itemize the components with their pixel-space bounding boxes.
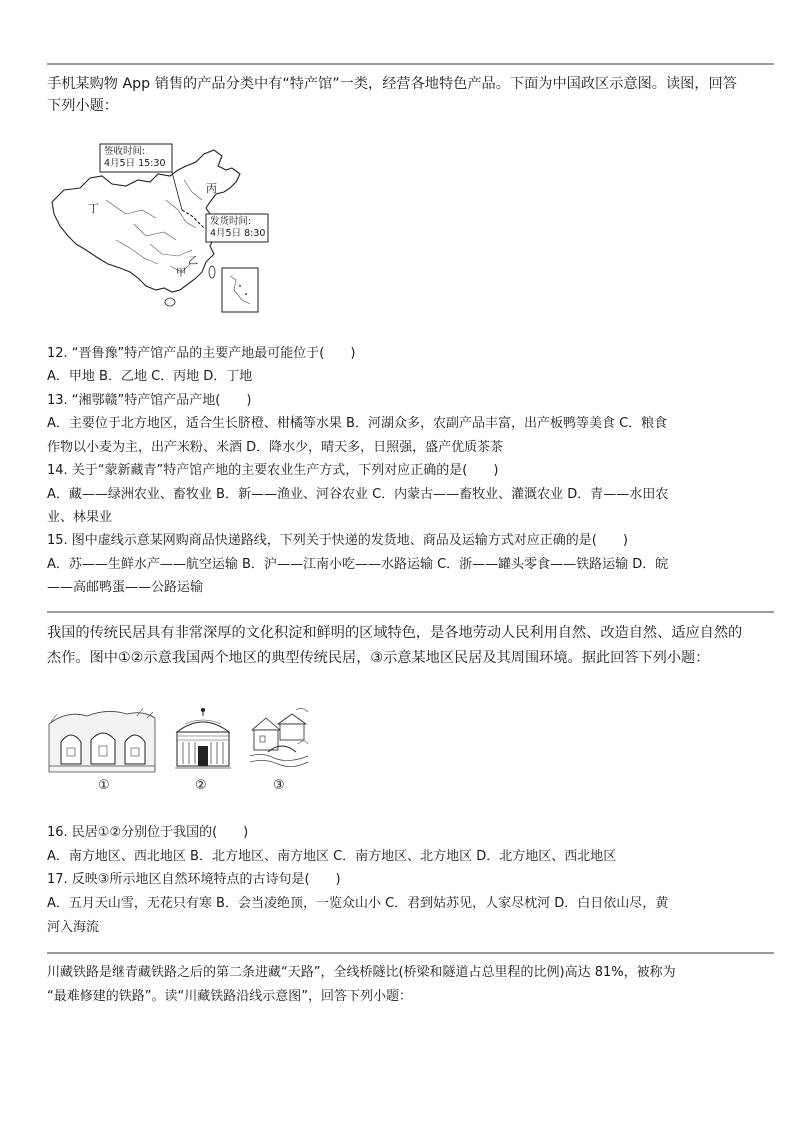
ship-time-value: 4月5日 8:30: [210, 228, 266, 239]
dwelling-1-image: [47, 704, 157, 774]
question-12-options: A．甲地 B．乙地 C．丙地 D．丁地: [47, 369, 253, 384]
delivery-route: [182, 210, 204, 228]
question-17-options-cont: 河入海流: [47, 920, 100, 935]
question-15: 15. 图中虚线示意某网购商品快递路线，下列关于快递的发货地、商品及运输方式对应正确的是( ): [47, 533, 628, 548]
question-13-options-cont: 作物以小麦为主，出产米粉、米酒 D．降水少，晴天多，日照强，盛产优质茶茶: [47, 440, 504, 455]
ship-time-label: 发货时间:: [210, 216, 252, 227]
intro-text: 我国的传统民居具有非常深厚的文化积淀和鲜明的区域特色，是各地劳动人民利用自然、改造自然、适应自然的: [47, 625, 743, 641]
dwelling-2-label: ②: [195, 778, 207, 793]
sign-time-label: 签收时间:: [104, 146, 146, 157]
question-13-options: A．主要位于北方地区，适合生长脐橙、柑橘等水果 B．河湖众多，农副产品丰富，出产板鸭等美食 C．粮食: [47, 416, 668, 431]
intro-text: 手机某购物 App 销售的产品分类中有“特产馆”一类，经营各地特色产品。下面为中国政区示意图。读图，回答: [47, 76, 737, 92]
south-sea-inset: [222, 268, 258, 312]
region-label-yi: 乙: [188, 256, 198, 267]
section-divider: [47, 611, 774, 613]
section-divider: [47, 952, 774, 954]
question-14-options-cont: 业、林果业: [47, 510, 113, 525]
question-12: 12. “晋鲁豫”特产馆产品的主要产地最可能位于( ): [47, 346, 356, 361]
region-label-jia: 甲: [176, 268, 186, 279]
intro-text: 杰作。图中①②示意我国两个地区的典型传统民居，③示意某地区民居及其周围环境。据此回答下列小题：: [47, 650, 710, 666]
intro-text: “最难修建的铁路”。读“川藏铁路沿线示意图”，回答下列小题：: [47, 989, 412, 1004]
region-label-ding: 丁: [88, 202, 99, 215]
question-16: 16. 民居①②分别位于我国的( ): [47, 825, 249, 840]
dwelling-2-image: [173, 706, 233, 772]
dwelling-3-label: ③: [273, 778, 285, 793]
question-15-options-cont: ——高邮鸭蛋——公路运输: [47, 580, 204, 595]
dwelling-1-label: ①: [98, 778, 110, 793]
dwelling-3-image: [248, 704, 310, 774]
section-divider: [47, 63, 774, 65]
sign-time-value: 4月5日 15:30: [104, 158, 166, 169]
question-14-options: A．藏——绿洲农业、畜牧业 B．新——渔业、河谷农业 C．内蒙古——畜牧业、灌溉农业 D．青——水田农: [47, 487, 669, 502]
question-17-options: A．五月天山雪，无花只有寒 B．会当凌绝顶，一览众山小 C．君到姑苏见，人家尽枕河 D．白日依山尽，黄: [47, 896, 669, 911]
question-15-options: A．苏——生鲜水产——航空运输 B．沪——江南小吃——水路运输 C．浙——罐头零食——铁路运输 D．皖: [47, 557, 669, 572]
intro-text: 下列小题：: [47, 98, 118, 114]
region-label-bing: 丙: [206, 182, 217, 195]
question-14: 14. 关于“蒙新藏青”特产馆产地的主要农业生产方式，下列对应正确的是( ): [47, 463, 499, 478]
intro-text: 川藏铁路是继青藏铁路之后的第二条进藏“天路”，全线桥隧比(桥梁和隧道占总里程的比例)高达 81%，被称为: [47, 965, 676, 980]
question-16-options: A．南方地区、西北地区 B．北方地区、南方地区 C．南方地区、北方地区 D．北方地区、西北地区: [47, 849, 617, 864]
question-13: 13. “湘鄂赣”特产馆产品产地( ): [47, 393, 252, 408]
question-17: 17. 反映③所示地区自然环境特点的古诗句是( ): [47, 872, 341, 887]
